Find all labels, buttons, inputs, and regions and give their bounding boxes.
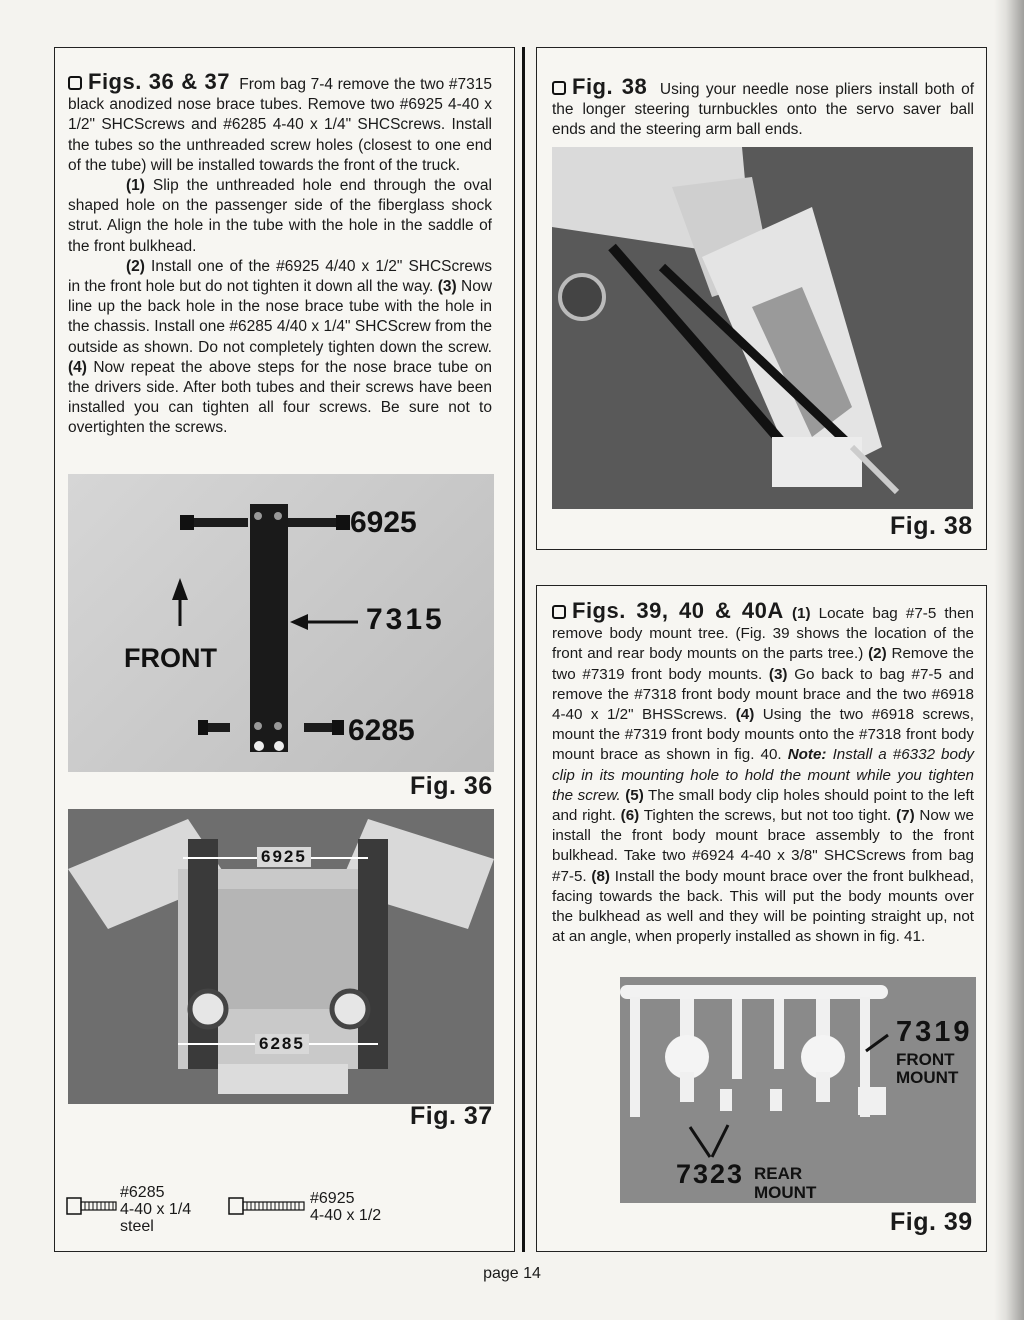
step-number: (1) [126,177,145,195]
callout-front-mount-1: FRONT [896,1050,955,1069]
step-text: The small body clip holes should point to the left and right. [552,786,974,825]
step-number: (3) [768,665,788,683]
step-number: (3) [437,278,457,296]
fig37-label: Fig. 37 [410,1102,493,1130]
page-binding-shadow [994,0,1024,1320]
step-number: (2) [868,645,887,663]
page-number: page 14 [483,1265,541,1282]
step-number: (2) [126,257,145,275]
fig38-label: Fig. 38 [890,512,973,540]
fig37-callout-6925: 6925 [257,847,311,867]
step-number: (4) [68,358,87,376]
step-number: (7) [896,807,915,825]
fig38-text: Using your needle nose pliers install both of the longer steering turnbuckles onto the servo saver ball ends and the steering arm ball ends. [552,81,975,139]
step-text: Install one of the #6925 4/40 x 1/2" SHCScrews in the front hole but do not tighten it down all the way. [68,257,492,296]
step-number: (8) [591,867,610,885]
hardware-item-1 [120,1184,191,1235]
checkbox-icon[interactable] [552,605,566,619]
fig38-instructions [552,74,975,141]
section-heading: Figs. 39, 40 & 40A [572,598,784,623]
step-text: Slip the unthreaded hole end through the oval shaped hole on the passenger side of the fiberglass shock strut. Align the hole in the tube with the hole in the saddle of the front bulkhead. [68,177,492,255]
fig38-photo [552,147,973,509]
callout-6285: 6285 [348,714,415,747]
hardware-part: #6925 [310,1190,355,1207]
callout-front: FRONT [124,643,217,673]
checkbox-icon[interactable] [552,81,566,95]
step-text: Remove the two #7319 front body mounts. [552,645,974,683]
section-heading: Figs. 36 & 37 [88,69,230,94]
step-text: Now we install the front body mount brace assembly to the front bulkhead. Take two #6924 4-40 x 3/8" SHCScrews from bag #7-5. [552,807,974,885]
step-text: Tighten the screws, but not too tight. [643,807,892,825]
callout-7315: 7315 [366,603,445,636]
callout-7319: 7319 [896,1016,973,1048]
hardware-item-2 [310,1190,381,1224]
callout-6925: 6925 [350,506,417,539]
hardware-size: 4-40 x 1/4 [120,1201,192,1218]
step-text: Now repeat the above steps for the nose brace tube on the drivers side. After both tubes and their screws have been installed you can tighten all four screws. Be sure not to overtighten the screws. [68,358,492,437]
column-divider [522,47,525,1252]
step-number: (5) [625,786,644,804]
callout-7323: 7323 [676,1159,745,1189]
fig38-illustration [552,147,973,509]
hardware-size: 4-40 x 1/2 [310,1207,382,1224]
fig39-label: Fig. 39 [890,1208,973,1236]
hardware-part: #6285 [120,1184,165,1201]
fig36-label: Fig. 36 [410,772,493,800]
step-number: (4) [735,706,755,724]
step-text: Now line up the back hole in the nose brace tube with the hole in the chassis. Install one #6285 4/40 x 1/4" SHCScrew from the outside as shown. Do not completely tighten down the screw. [68,278,493,356]
step-text: Install the body mount brace over the front bulkhead, facing towards the back. This will put the body mounts over the bulkhead as well and they will be pointing straight up, not at an angle, when properly installed as shown in fig. 41. [552,867,974,946]
fig37-callout-6285: 6285 [255,1034,309,1054]
callout-front-mount-2: MOUNT [896,1068,959,1087]
checkbox-icon[interactable] [68,76,82,90]
screw-6925-icon [228,1196,306,1216]
figs-39-40-instructions [552,598,975,947]
intro-text: From bag 7-4 remove the two #7315 black anodized nose brace tubes. Remove two #6925 4-40 x 1/2" SHCScrews and #6285 4-40 x 1/4" SHCScrews. Install the tubes so the unthreaded screw holes (closest to one end of the tube) will be installed towards the front of the truck. [68,76,492,174]
note-label: Note: [787,746,827,764]
step-number: (1) [791,605,811,622]
section-heading: Fig. 38 [572,74,648,99]
step-text: Using the two #6918 screws, mount the #7319 front body mounts onto the #7318 front body mount brace as shown in fig. 40. [552,706,974,764]
step-text: Go back to bag #7-5 and remove the #7318 front body mount brace and the two #6918 4-40 x 1/2" BHSScrews. [552,665,975,724]
step-text: Locate bag #7-5 then remove body mount tree. (Fig. 39 shows the location of the front and rear body mounts on the parts tree.) [552,605,974,663]
note-text: Install a #6332 body clip in its mounting hole to hold the mount while you tighten the screw. [552,746,974,804]
figs-36-37-instructions [68,69,493,439]
callout-rear-mount-1: REAR [754,1164,803,1183]
hardware-material: steel [120,1218,154,1235]
screw-6285-icon [66,1196,118,1216]
callout-rear-mount-2: MOUNT [754,1183,817,1202]
step-number: (6) [620,807,640,825]
